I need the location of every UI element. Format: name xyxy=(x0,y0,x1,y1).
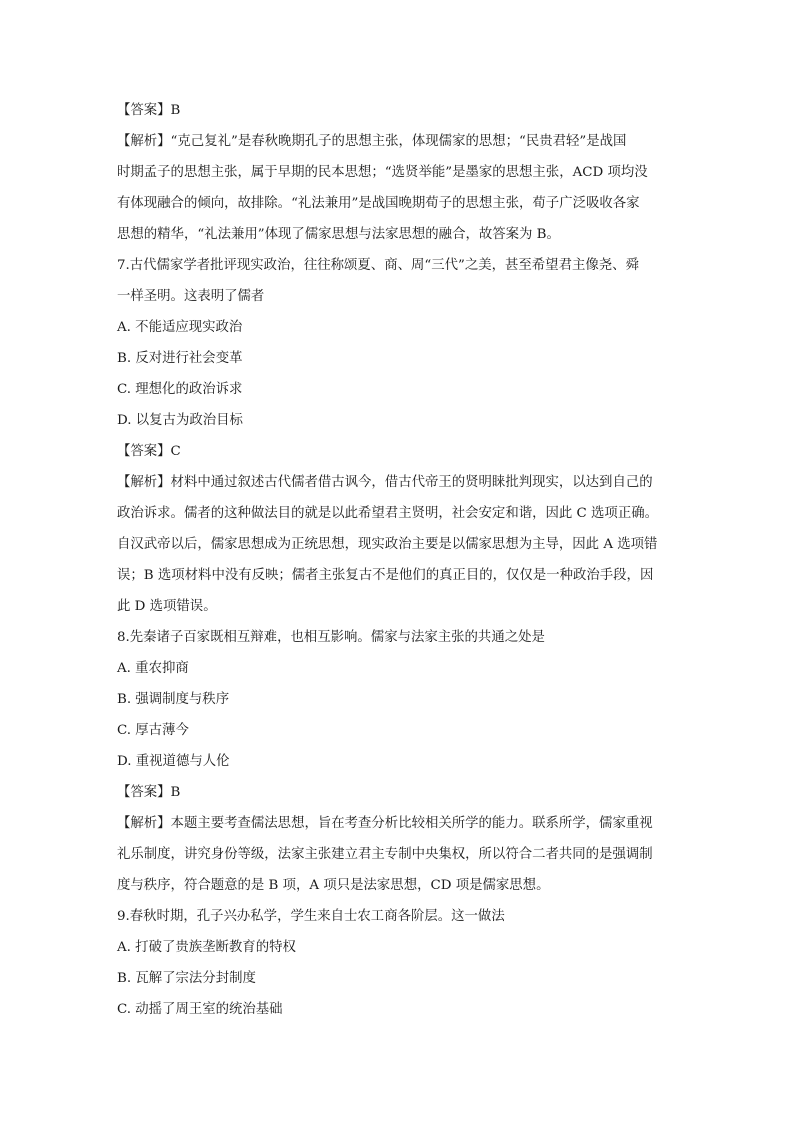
option-c xyxy=(117,380,679,400)
text-line: 【答案】C xyxy=(117,444,181,459)
option-a xyxy=(117,938,679,958)
text-line: C. 厚古薄今 xyxy=(117,723,189,738)
text-line: 有体现融合的倾向，故排除。“礼法兼用”是战国晚期荀子的思想主张，荀子广泛吸收各家 xyxy=(117,196,640,211)
text-line: A. 打破了贵族垄断教育的特权 xyxy=(117,940,296,955)
text-line: A. 不能适应现实政治 xyxy=(117,320,243,335)
analysis-paragraph xyxy=(117,132,679,245)
text-line: 度与秩序，符合题意的是 B 项，A 项只是法家思想，CD 项是儒家思想。 xyxy=(117,878,550,893)
analysis-paragraph xyxy=(117,473,679,617)
option-b xyxy=(117,969,679,989)
text-line: B. 反对进行社会变革 xyxy=(117,351,243,366)
text-line: 7.古代儒家学者批评现实政治，往往称颂夏、商、周“三代”之美，甚至希望君主像尧、舜 xyxy=(117,258,639,273)
text-line: B. 瓦解了宗法分封制度 xyxy=(117,971,256,986)
text-line: 礼乐制度，讲究身份等级，法家主张建立君主专制中央集权，所以符合二者共同的是强调制 xyxy=(117,847,653,862)
option-a xyxy=(117,659,679,679)
option-d xyxy=(117,752,679,772)
question-8 xyxy=(117,628,679,648)
option-b xyxy=(117,349,679,369)
answer-line xyxy=(117,783,679,803)
option-a xyxy=(117,318,679,338)
text-line: 8.先秦诸子百家既相互辩难，也相互影响。儒家与法家主张的共通之处是 xyxy=(117,630,545,645)
text-line: 一样圣明。这表明了儒者 xyxy=(117,289,265,304)
text-line: 误；B 选项材料中没有反映；儒者主张复古不是他们的真正目的，仅仅是一种政治手段，因 xyxy=(117,568,654,583)
option-b xyxy=(117,690,679,710)
text-line: C. 理想化的政治诉求 xyxy=(117,382,243,397)
answer-line xyxy=(117,101,679,121)
text-line: D. 重视道德与人伦 xyxy=(117,754,230,769)
text-line: 政治诉求。儒者的这种做法目的就是以此希望君主贤明，社会安定和谐，因此 C 选项正确。 xyxy=(117,506,658,521)
text-line: 自汉武帝以后，儒家思想成为正统思想，现实政治主要是以儒家思想为主导，因此 A 选项错 xyxy=(117,537,658,552)
option-d xyxy=(117,411,679,431)
text-line: D. 以复古为政治目标 xyxy=(117,413,243,428)
text-line: 此 D 选项错误。 xyxy=(117,599,217,614)
question-9 xyxy=(117,907,679,927)
text-line: 【答案】B xyxy=(117,103,181,118)
option-c xyxy=(117,1000,679,1020)
text-line: A. 重农抑商 xyxy=(117,661,189,676)
answer-line xyxy=(117,442,679,462)
text-line: 【解析】本题主要考查儒法思想，旨在考查分析比较相关所学的能力。联系所学，儒家重视 xyxy=(117,816,653,831)
analysis-paragraph xyxy=(117,814,679,896)
text-line: 思想的精华，“礼法兼用”体现了儒家思想与法家思想的融合，故答案为 B。 xyxy=(117,227,560,242)
text-line: 9.春秋时期，孔子兴办私学，学生来自士农工商各阶层。这一做法 xyxy=(117,909,505,924)
text-line: B. 强调制度与秩序 xyxy=(117,692,230,707)
text-line: 【答案】B xyxy=(117,785,181,800)
option-c xyxy=(117,721,679,741)
text-line: 【解析】材料中通过叙述古代儒者借古讽今，借古代帝王的贤明睐批判现实，以达到自己的 xyxy=(117,475,653,490)
text-line: 【解析】“克己复礼”是春秋晚期孔子的思想主张，体现儒家的思想；“民贵君轻”是战国 xyxy=(117,134,627,149)
question-7 xyxy=(117,256,679,307)
page-content xyxy=(117,101,679,1031)
text-line: C. 动摇了周王室的统治基础 xyxy=(117,1002,283,1017)
text-line: 时期孟子的思想主张，属于早期的民本思想；“选贤举能”是墨家的思想主张，ACD 项均没 xyxy=(117,165,648,180)
